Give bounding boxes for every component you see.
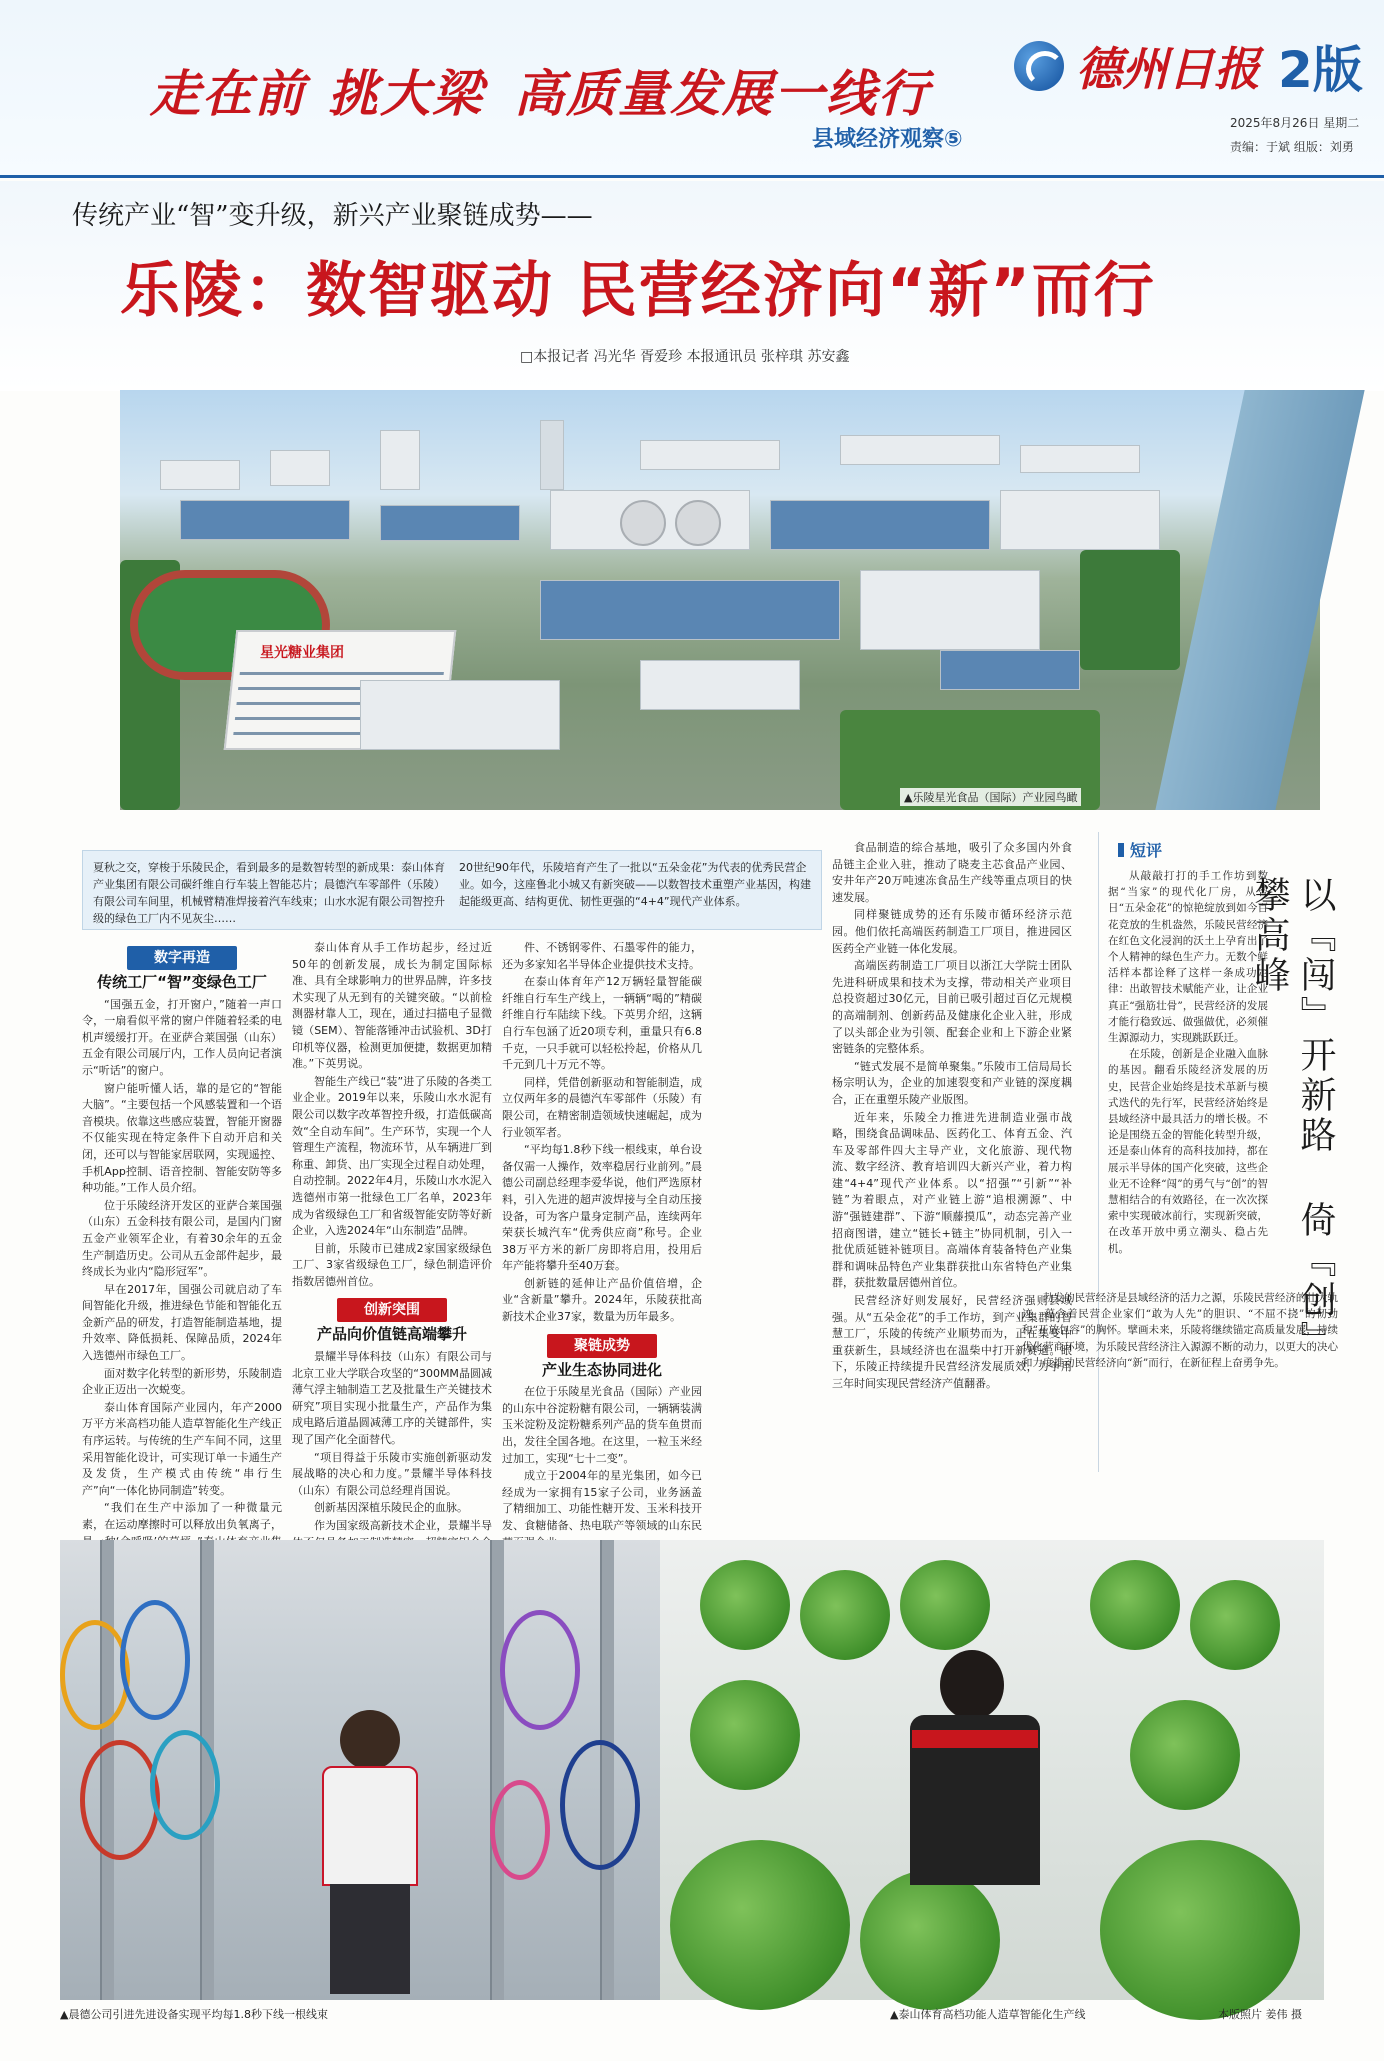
paragraph: 目前，乐陵市已建成2家国家级绿色工厂、3家省级绿色工厂，绿色制造评价指数居德州首位。 xyxy=(292,1241,492,1288)
commentary-title: 以『闯』开新路 倚『创』攀高峰 xyxy=(1249,876,1336,1361)
paragraph: “国强五金，打开窗户，”随着一声口令，一扇看似平常的窗户伴随着轻柔的电机声缓缓打开。在亚萨合莱国强（山东）五金有限公司展厅内，工作人员向记者演示“听话”的窗户。 xyxy=(82,997,282,1077)
right-photo-caption: ▲泰山体育高档功能人造草智能化生产线 xyxy=(890,2008,1086,2021)
issue-date: 2025年8月26日 星期二 xyxy=(1230,116,1360,130)
aerial-photo-caption: ▲乐陵星光食品（国际）产业园鸟瞰 xyxy=(900,788,1081,806)
paragraph: 泰山体育国际产业园内，年产2000万平方米高档功能人造草智能化生产线正有序运转。与传统的生产车间不同，这里采用智能化设计，可实现订单一卡通生产及发货，生产模式由传统“串行生产”向“一体化协同制造”转变。 xyxy=(82,1400,282,1497)
paragraph: 民营经济好则发展好，民营经济强则县域强。从“五朵金花”的手工作坊，到产业集群的智慧工厂，乐陵的传统产业顺势而为，正在集变中重获新生，县域经济也在温柴中打开新赛道。眼下，乐陵正持续提升民营经济发展质效，力争用三年时间实现民营经济产值翻番。 xyxy=(832,1294,1072,1390)
commentary-body-continued xyxy=(1022,1290,1338,1466)
paragraph: 智能生产线已“装”进了乐陵的各类工业企业。2019年以来，乐陵山水水泥有限公司以数字改革智控升级，打造低碳高效“全自动车间”。生产环节，实现一个人管理生产流程，物流环节，从车辆进厂到称重、卸货、出厂实现全过程自动处理，自动控制。2022年4月，乐陵山水水泥入选德州市第一批绿色工厂名单，2023年成为省级绿色工厂和省级智能安防等好新企业，入选2024年“山东制造”品牌。 xyxy=(292,1074,492,1238)
paragraph: 成立于2004年的星光集团，如今已经成为一家拥有15家子公司，业务涵盖了精细加工、功能性糖开发、玉米科技开发、食糖储备、热电联产等领域的山东民 xyxy=(502,1469,702,1532)
paragraph: 件、不锈钢零件、石墨零件的能力，还为多家知名半导体企业提供技术支持。 xyxy=(502,941,702,971)
left-photo-caption: ▲晨德公司引进先进设备实现平均每1.8秒下线一根线束 xyxy=(60,2008,328,2021)
slogan-part-3: 高质量发展一线行 xyxy=(514,65,930,123)
photo-credit: 本版照片 姜伟 摄 xyxy=(1218,2008,1302,2021)
paragraph: 景耀半导体科技（山东）有限公司与北京工业大学联合攻坚的“300MM晶圆减薄气浮主轴制造工艺及批量生产关键技术研究”项目实现小批量生产，产品作为集成电路后道晶圆减薄工序的关键部件，实现了国产化全面替代。 xyxy=(292,1350,492,1447)
page-number: 2版 xyxy=(1278,41,1363,99)
paragraph: 在乐陵，创新是企业融入血脉的基因。翻看乐陵经济发展的历史，民营企业始终是技术革新与模式迭代的先行军，民营经济始终是县域经济中最具活力的增长极。不论是围绕五金的智能化转型升级，还是泰山体育的高科技加持，都在展示半导体的国产化突破，这些企业无不诠释“闯”的勇气与“创”的智慧相结合的有效路径，在一次次探索中实现破冰前行，实现新突破，在改革开放中勇立潮头、稳占先机。 xyxy=(1108,1048,1268,1255)
lead-text-right: 20世纪90年代，乐陵培育产生了一批以“五朵金花”为代表的优秀民营企业。如今，这座鲁北小城又有新突破——以数智技术重塑产业基因，构建起能级更高、结构更优、韧性更强的“4+4”现代产业体系。 xyxy=(459,861,811,908)
paragraph: “我们在生产中添加了一种微量元素，在运动摩擦时可以释放出负氧离子， xyxy=(82,1501,282,1531)
paragraph: 作为国家级高新技术企业，景耀半导 xyxy=(314,1519,492,1532)
section-tag-innovation: 创新突围 xyxy=(337,1298,447,1322)
section-heading-2: 产品向价值链高端攀升 xyxy=(316,1325,467,1344)
lead-text-left: 夏秋之交，穿梭于乐陵民企，看到最多的是数智转型的新成果：泰山体育产业集团有限公司碳纤维自行车装上智能芯片；晨德汽车零部件（乐陵）有限公司车间里，机械臂精准焊接着汽车线束；山水水泥有限公司智控升级的绿色工厂内不见灰尘…… xyxy=(93,861,445,925)
paragraph: 创新基因深植乐陵民企的血脉。 xyxy=(314,1501,468,1515)
article-column-2 xyxy=(292,940,492,1538)
editors-credit: 责编：于斌 组版：刘勇 xyxy=(1230,140,1354,154)
photo-artificial-turf-line xyxy=(660,1540,1324,2000)
aerial-photo xyxy=(120,390,1320,810)
paragraph: 同样，凭借创新驱动和智能制造，成立仅两年多的晨德汽车零部件（乐陵）有限公司，在精密制造领域快速崛起，成为行业领军者。 xyxy=(502,1075,702,1139)
paragraph: 从敲敲打打的手工作坊到数据“当家”的现代化厂房，从曾日“五朵金花”的惊艳绽放到如今百花竞放的生机盎然，乐陵民营经济在红色文化浸润的沃土上孕育出了个人精神的绿色生产力。无数个鲜活样本都诠释了这样一条成功定律：出敢智技术赋能产业，让企业真正“强筋壮骨”，民营经济的发展才能行稳致远、做强做优，必须催生源源动力，实现跳跃跃迁。 xyxy=(1108,870,1268,1045)
newspaper-emblem-icon xyxy=(1014,41,1064,91)
paragraph: “项目得益于乐陵市实施创新驱动发展战略的决心和力度。”景耀半导体科技（山东）有限公司总经理肖国说。 xyxy=(292,1450,492,1497)
paragraph: 勃发的民营经济是县域经济的活力之源，乐陵民营经济的壮大轨迹，蕴含着民营企业家们“敢为人先”的胆识、“不屈不挠”的韧劲和“开放包容”的胸怀。擘画未来，乐陵将继续锚定高质量发展，持续优化营商环境，为乐陵民营经济注入源源不断的动力，以更大的决心和力度推动民营经济向“新”而行，在新征程上奋勇争先。 xyxy=(1022,1292,1338,1369)
series-label: 县域经济观察⑤ xyxy=(812,127,963,152)
section-tag-digital: 数字再造 xyxy=(127,946,237,970)
commentary-label: 短评 xyxy=(1118,838,1162,861)
paragraph: 近年来，乐陵全力推进先进制造业强市战略，围绕食品调味品、医药化工、体育五金、汽车及零部件四大主导产业，文化旅游、现代物流、数字经济、教育培训四大新兴产业，着力构建“4+4”现代产业体系。以“招强”“引新”“补链”为着眼点，对产业链上游“追根溯源”、中游“强链建群”、下游“顺藤摸瓜”，动态完善产业招商图谱，建立“链长+链主”协同机制，引入一批优质延链补链项目。高端体育装备特色产业集群和调味品特色产业集群获批山东省特色产业集群，获批数量居德州首位。 xyxy=(832,1110,1072,1290)
slogan-part-1: 走在前 xyxy=(150,65,306,123)
article-column-1 xyxy=(82,938,282,1538)
paragraph: 窗户能听懂人话，靠的是它的“智能大脑”。“主要包括一个风感装置和一个语音模块。依靠这些感应装置，智能开窗器不仅能实现在特定条件下自动开启和关闭，还可以与智能家居联网，实现遥控、手机App控制、语音控制、智能安防等多种功能。”工作人员介绍。 xyxy=(82,1081,282,1195)
paragraph: 同样聚链成势的还有乐陵市循环经济示范园。他们依托高端医药制造工厂项目，推进园区医药全产业链一体化发展。 xyxy=(832,908,1072,955)
byline: □本报记者 冯光华 胥爱珍 本报通讯员 张梓琪 苏安鑫 xyxy=(520,349,850,365)
photo-wire-harness-workshop xyxy=(60,1540,660,2000)
paragraph: 泰山体育从手工作坊起步，经过近50年的创新发展，成长为制定国际标准、具有全球影响力的世界品牌，许多技术实现了从无到有的关键突破。“以前检测器材靠人工，现在，通过扫描电子显微镜（SEM）、智能落锤冲击试验机、3D打印机等仪器，检测更加便捷，数据更加精准。”下英男说。 xyxy=(292,941,492,1071)
paragraph: 早在2017年，国强公司就启动了车间智能化升级，推进绿色节能和智能化五金新产品的研发，打造智能制造基地，提升效率、降低损耗、保障品质，2024年入选德州市绿色工厂。 xyxy=(82,1282,282,1363)
section-tag-chain: 聚链成势 xyxy=(547,1334,657,1358)
slogan-part-2: 挑大梁 xyxy=(328,65,484,123)
section-heading-3: 产业生态协同进化 xyxy=(541,1360,662,1379)
headline-area xyxy=(0,181,1384,391)
commentary-body xyxy=(1108,868,1268,1280)
paragraph: 在泰山体育年产12万辆轻量智能碳纤维自行车生产线上，一辆辆“喝的”精碳纤维自行车陆续下线。下英男介绍，这辆自行车包涵了近20项专利，重量只有6.8千克，一只手就可以轻松拎起，价格从几千元到几十万元不等。 xyxy=(502,975,702,1072)
main-headline: 乐陵：数智驱动 民营经济向“新”而行 xyxy=(120,256,1156,326)
paragraph: 创新链的延伸让产品价值倍增，企业“含新量”攀升。2024年，乐陵获批高新技术企业37家，数量为历年最多。 xyxy=(502,1276,702,1324)
paragraph: 在位于乐陵星光食品（国际）产业园的山东中谷淀粉糖有限公司，一辆辆装满玉米淀粉及淀粉糖系列产品的货车鱼贯而出，发往全国各地。在这里，一粒玉米经过加工，实现“七十二变”。 xyxy=(502,1385,702,1465)
newspaper-name: 德州日报 xyxy=(1076,42,1260,96)
article-column-3 xyxy=(502,940,702,1538)
paragraph: 面对数字化转型的新形势，乐陵制造企业正迈出一次蜕变。 xyxy=(82,1366,282,1397)
paragraph: 高端医药制造工厂项目以浙江大学院士团队先进科研成果和技术为支撑，带动相关产业项目总投资超过30亿元，目前已吸引超过百亿元规模的高端制剂、创新药品及健康化企业入驻，形成了以头部企业为引领、配套企业和上下游企业紧密链条的完整体系。 xyxy=(832,959,1072,1056)
slogan xyxy=(150,54,930,126)
paragraph: 位于乐陵经济开发区的亚萨合莱国强（山东）五金科技有限公司，是国内门窗五金产业领军企业，有着30余年的五金生产制造历史。公司从五金部件起步，最终成长为业内“隐形冠军”。 xyxy=(82,1198,282,1279)
paragraph: “平均每1.8秒下线一根线束，单台设备仅需一人操作，效率稳居行业前列。”晨德公司副总经理李爱华说，他们严选原材料，引入先进的超声波焊接与全自动压接设备，可为客户量身定制产品，连续两年荣获长城汽车“优秀供应商”称号。企业38万平方米的新厂房即将启用，投用后年产能将攀升至40万套。 xyxy=(502,1143,702,1273)
paragraph: “链式发展不是简单聚集。”乐陵市工信局局长杨宗明认为，企业的加速裂变和产业链的深度耦合，正在重塑乐陵产业版图。 xyxy=(832,1059,1072,1106)
headline-kicker: 传统产业“智”变升级，新兴产业聚链成势—— xyxy=(72,201,593,231)
paragraph: 食品制造的综合基地，吸引了众多国内外食品链主企业入驻，推动了晓麦主芯食品产业园、安井年产20万吨速冻食品生产线等重点项目的快速发展。 xyxy=(832,841,1072,904)
building-sign: 星光糖业集团 xyxy=(260,645,344,661)
newspaper-logo xyxy=(1014,30,1363,102)
section-heading-1: 传统工厂“智”变绿色工厂 xyxy=(97,973,267,991)
lead-paragraph-box xyxy=(82,850,822,930)
masthead xyxy=(0,0,1384,178)
